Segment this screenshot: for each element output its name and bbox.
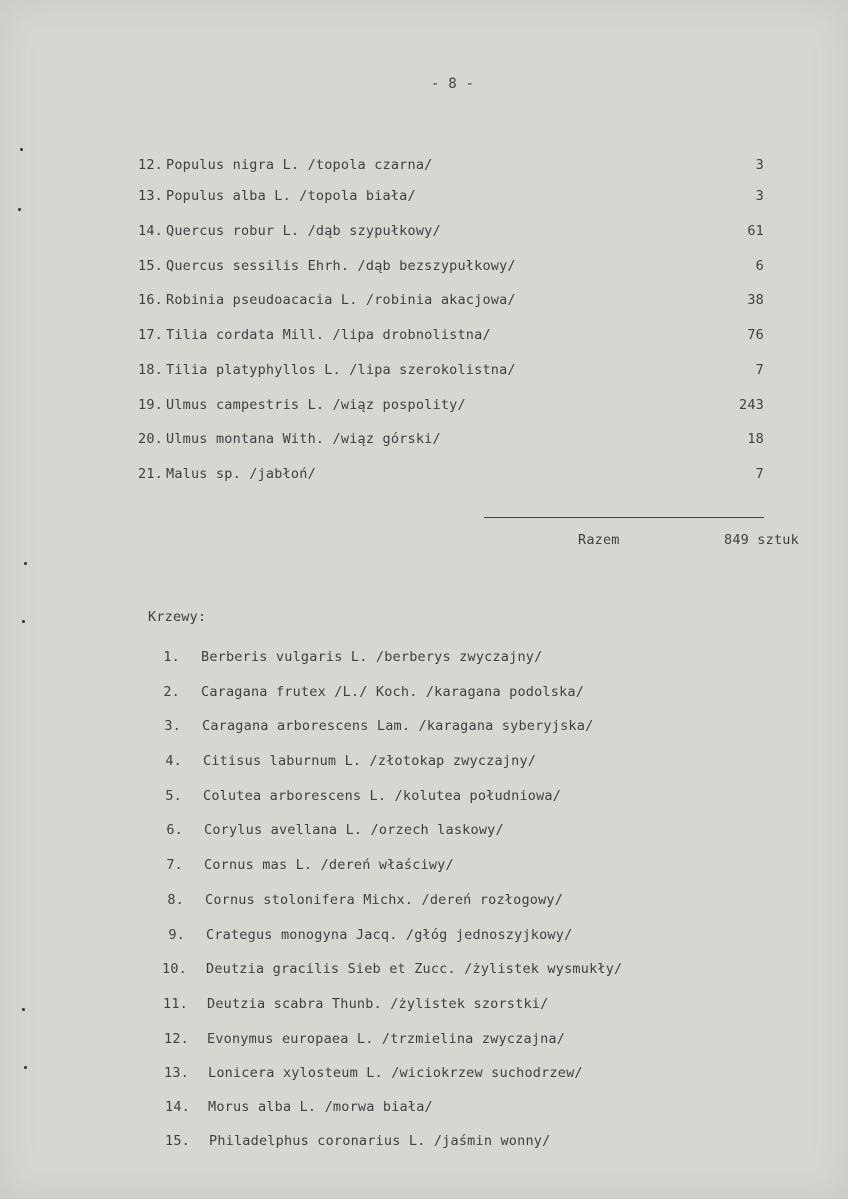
item-number: 20. [138,431,163,447]
item-text: Ulmus montana With. /wiąz górski/ [166,431,441,447]
item-text: Crategus monogyna Jacq. /głóg jednoszyjkowy/ [206,927,573,943]
item-number: 1. [163,649,180,665]
list-item [0,258,848,276]
item-text: Tilia platyphyllos L. /lipa szerokolistna/ [166,362,516,378]
item-text: Populus alba L. /topola biała/ [166,188,416,204]
item-text: Ulmus campestris L. /wiąz pospolity/ [166,397,466,413]
item-number: 18. [138,362,163,378]
item-number: 2. [163,684,180,700]
item-number: 4. [165,753,182,769]
item-number: 9. [168,927,185,943]
total-label: Razem [578,532,620,548]
list-item [0,157,848,175]
item-number: 14. [138,223,163,239]
item-text: Evonymus europaea L. /trzmielina zwyczajna/ [207,1031,566,1047]
list-item [0,188,848,206]
item-text: Quercus robur L. /dąb szypułkowy/ [166,223,441,239]
item-number: 16. [138,292,163,308]
margin-mark [24,562,27,565]
list-item [0,431,848,449]
item-text: Lonicera xylosteum L. /wiciokrzew suchodrzew/ [208,1065,583,1081]
page-number: - 8 - [431,76,475,92]
item-quantity: 61 [747,223,764,239]
item-text: Caragana arborescens Lam. /karagana syberyjska/ [202,718,594,734]
item-number: 11. [163,996,188,1012]
list-item [0,1065,848,1083]
list-item [0,292,848,310]
item-number: 19. [138,397,163,413]
item-quantity: 3 [755,157,764,173]
item-text: Deutzia gracilis Sieb et Zucc. /żylistek wysmukły/ [206,961,623,977]
list-item [0,857,848,875]
item-text: Philadelphus coronarius L. /jaśmin wonny/ [209,1133,551,1149]
item-text: Caragana frutex /L./ Koch. /karagana podolska/ [201,684,585,700]
total-value: 849 sztuk [724,532,799,548]
item-text: Deutzia scabra Thunb. /żylistek szorstki/ [207,996,549,1012]
item-number: 12. [164,1031,189,1047]
item-quantity: 3 [755,188,764,204]
item-number: 13. [138,188,163,204]
item-text: Tilia cordata Mill. /lipa drobnolistna/ [166,327,491,343]
list-item [0,753,848,771]
item-quantity: 76 [747,327,764,343]
list-item [0,466,848,484]
item-quantity: 7 [755,362,764,378]
section-title: Krzewy: [148,609,207,625]
item-text: Robinia pseudoacacia L. /robinia akacjowa/ [166,292,516,308]
item-number: 7. [166,857,183,873]
item-quantity: 6 [755,258,764,274]
list-item [0,1099,848,1117]
list-item [0,718,848,736]
list-item [0,961,848,979]
item-text: Populus nigra L. /topola czarna/ [166,157,433,173]
list-item [0,927,848,945]
item-text: Morus alba L. /morwa biała/ [208,1099,433,1115]
list-item [0,1133,848,1151]
list-item [0,327,848,345]
item-quantity: 18 [747,431,764,447]
item-text: Citisus laburnum L. /złotokap zwyczajny/ [203,753,537,769]
list-item [0,788,848,806]
item-number: 15. [165,1133,190,1149]
item-text: Berberis vulgaris L. /berberys zwyczajny/ [201,649,543,665]
item-number: 21. [138,466,163,482]
item-number: 13. [164,1065,189,1081]
list-item [0,996,848,1014]
item-quantity: 7 [755,466,764,482]
margin-mark [22,620,25,623]
list-item [0,822,848,840]
list-item [0,223,848,241]
list-item [0,362,848,380]
item-text: Malus sp. /jabłoń/ [166,466,316,482]
item-text: Cornus mas L. /dereń właściwy/ [204,857,454,873]
item-number: 3. [164,718,181,734]
item-number: 5. [165,788,182,804]
list-item [0,649,848,667]
total-rule [484,517,764,518]
item-number: 10. [162,961,187,977]
item-quantity: 243 [739,397,764,413]
item-number: 8. [167,892,184,908]
list-item [0,1031,848,1049]
item-number: 15. [138,258,163,274]
item-number: 17. [138,327,163,343]
list-item [0,397,848,415]
margin-mark [20,148,23,151]
item-text: Colutea arborescens L. /kolutea południowa/ [203,788,562,804]
item-quantity: 38 [747,292,764,308]
item-text: Corylus avellana L. /orzech laskowy/ [204,822,504,838]
list-item [0,684,848,702]
item-number: 14. [165,1099,190,1115]
item-text: Quercus sessilis Ehrh. /dąb bezszypułkowy/ [166,258,516,274]
item-number: 12. [138,157,163,173]
item-text: Cornus stolonifera Michx. /dereń rozłogowy/ [205,892,564,908]
margin-mark [18,208,21,211]
item-number: 6. [166,822,183,838]
list-item [0,892,848,910]
